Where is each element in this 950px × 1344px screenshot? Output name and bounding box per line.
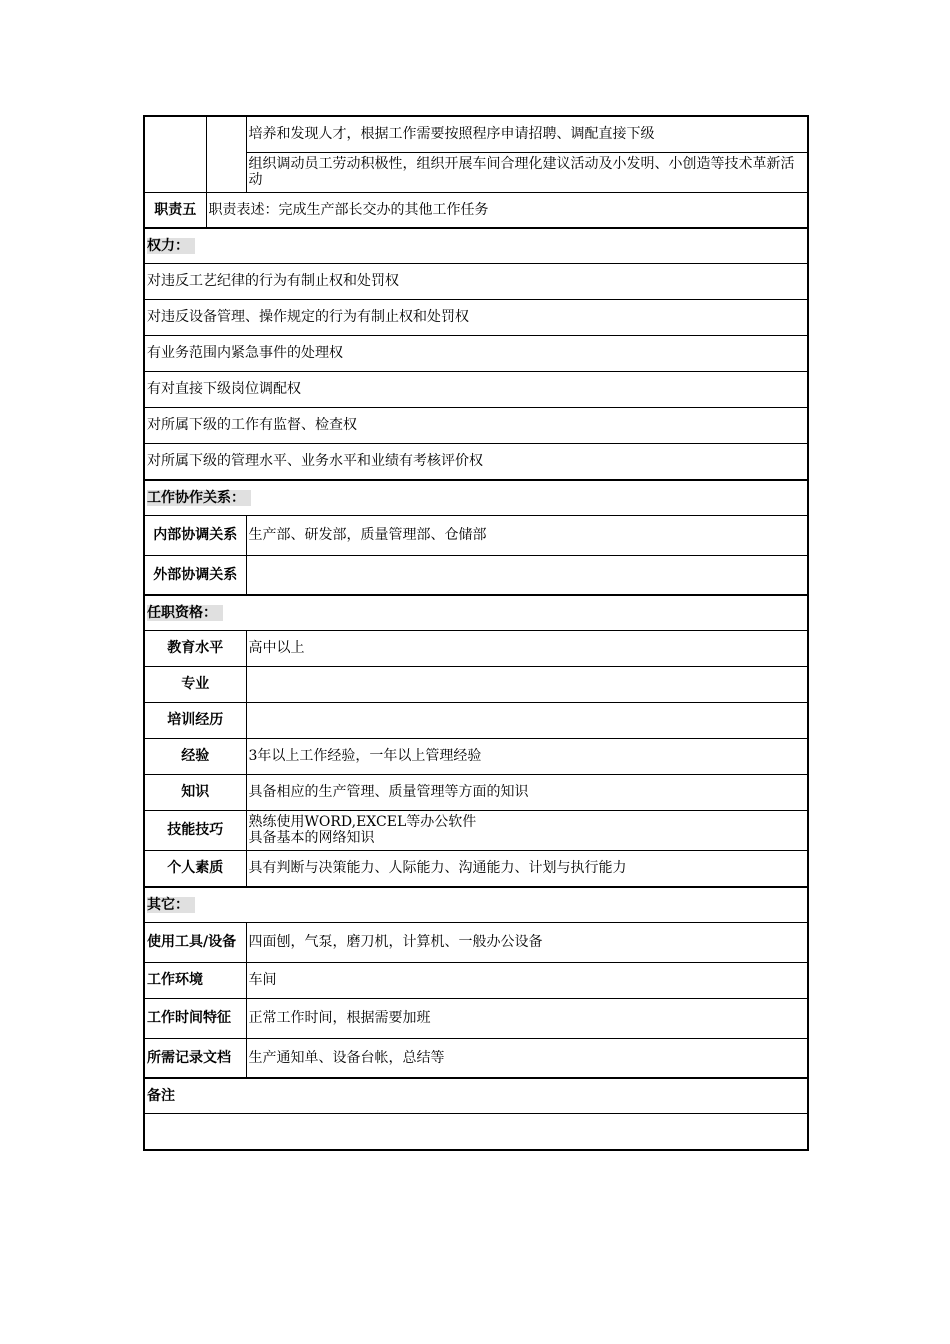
qualification-label: 经验 <box>144 738 246 774</box>
other-row <box>144 1038 808 1078</box>
remarks-heading: 备注 <box>144 1078 808 1113</box>
qualification-value: 熟练使用WORD,EXCEL等办公软件 <box>248 814 477 830</box>
duty-blank-cell <box>144 116 206 192</box>
duty-blank-cell <box>206 116 246 192</box>
other-label: 所需记录文档 <box>144 1038 246 1078</box>
remarks-heading-row <box>144 1078 808 1113</box>
external-relations-value <box>246 555 808 595</box>
remarks-value <box>144 1113 808 1150</box>
other-label: 工作时间特征 <box>144 998 246 1038</box>
qualification-row <box>144 702 808 738</box>
qualification-value <box>246 666 808 702</box>
qualification-row <box>144 810 808 850</box>
qualifications-heading-row <box>144 595 808 630</box>
other-value: 正常工作时间，根据需要加班 <box>246 998 808 1038</box>
other-row <box>144 962 808 998</box>
other-row <box>144 998 808 1038</box>
qualification-value: 3年以上工作经验，一年以上管理经验 <box>246 738 808 774</box>
other-label: 工作环境 <box>144 962 246 998</box>
authority-item-row <box>144 299 808 335</box>
qualification-label: 知识 <box>144 774 246 810</box>
external-relations-label: 外部协调关系 <box>144 555 246 595</box>
other-value: 四面刨，气泵，磨刀机，计算机、一般办公设备 <box>246 922 808 962</box>
duty-item-text: 组织调动员工劳动积极性，组织开展车间合理化建议活动及小发明、小创造等技术革新活动 <box>246 152 808 192</box>
authority-item: 有对直接下级岗位调配权 <box>144 371 808 407</box>
remarks-row <box>144 1113 808 1150</box>
duty-item-text: 培养和发现人才，根据工作需要按照程序申请招聘、调配直接下级 <box>246 116 808 152</box>
qualification-value-line2: 具备基本的网络知识 <box>248 830 375 846</box>
qualification-row <box>144 630 808 666</box>
authority-item: 有业务范围内紧急事件的处理权 <box>144 335 808 371</box>
authority-item-row <box>144 443 808 480</box>
authority-item: 对违反设备管理、操作规定的行为有制止权和处罚权 <box>144 299 808 335</box>
qualification-label: 个人素质 <box>144 850 246 887</box>
authority-item: 对所属下级的工作有监督、检查权 <box>144 407 808 443</box>
qualification-label: 教育水平 <box>144 630 246 666</box>
internal-relations-label: 内部协调关系 <box>144 515 246 555</box>
authority-item: 对所属下级的管理水平、业务水平和业绩有考核评价权 <box>144 443 808 480</box>
duty5-row <box>144 192 808 228</box>
other-heading-row <box>144 887 808 922</box>
qualification-value: 高中以上 <box>246 630 808 666</box>
internal-relations-value: 生产部、研发部，质量管理部、仓储部 <box>246 515 808 555</box>
job-description-table <box>143 115 809 1151</box>
authority-item-row <box>144 407 808 443</box>
qualification-label: 培训经历 <box>144 702 246 738</box>
qualification-row <box>144 666 808 702</box>
other-label: 使用工具/设备 <box>144 922 246 962</box>
qualification-label: 技能技巧 <box>144 810 246 850</box>
authority-item-row <box>144 371 808 407</box>
qualification-row <box>144 774 808 810</box>
external-relations-row <box>144 555 808 595</box>
duty-item-row <box>144 116 808 152</box>
qualification-label: 专业 <box>144 666 246 702</box>
authority-item: 对违反工艺纪律的行为有制止权和处罚权 <box>144 263 808 299</box>
relations-heading: 工作协作关系： <box>147 490 251 506</box>
qualifications-heading: 任职资格： <box>147 605 223 621</box>
other-value: 生产通知单、设备台帐，总结等 <box>246 1038 808 1078</box>
authority-item-row <box>144 263 808 299</box>
relations-heading-row <box>144 480 808 515</box>
other-heading: 其它： <box>147 897 195 913</box>
other-value: 车间 <box>246 962 808 998</box>
qualification-value: 具备相应的生产管理、质量管理等方面的知识 <box>246 774 808 810</box>
internal-relations-row <box>144 515 808 555</box>
qualification-row <box>144 738 808 774</box>
job-description-sheet <box>143 115 807 1151</box>
authority-heading-row <box>144 228 808 263</box>
authority-item-row <box>144 335 808 371</box>
other-row <box>144 922 808 962</box>
duty5-text: 职责表述：完成生产部长交办的其他工作任务 <box>206 192 808 228</box>
duty5-label: 职责五 <box>144 192 206 228</box>
qualification-value <box>246 702 808 738</box>
authority-heading: 权力： <box>147 238 195 254</box>
qualification-row <box>144 850 808 887</box>
qualification-value: 具有判断与决策能力、人际能力、沟通能力、计划与执行能力 <box>246 850 808 887</box>
